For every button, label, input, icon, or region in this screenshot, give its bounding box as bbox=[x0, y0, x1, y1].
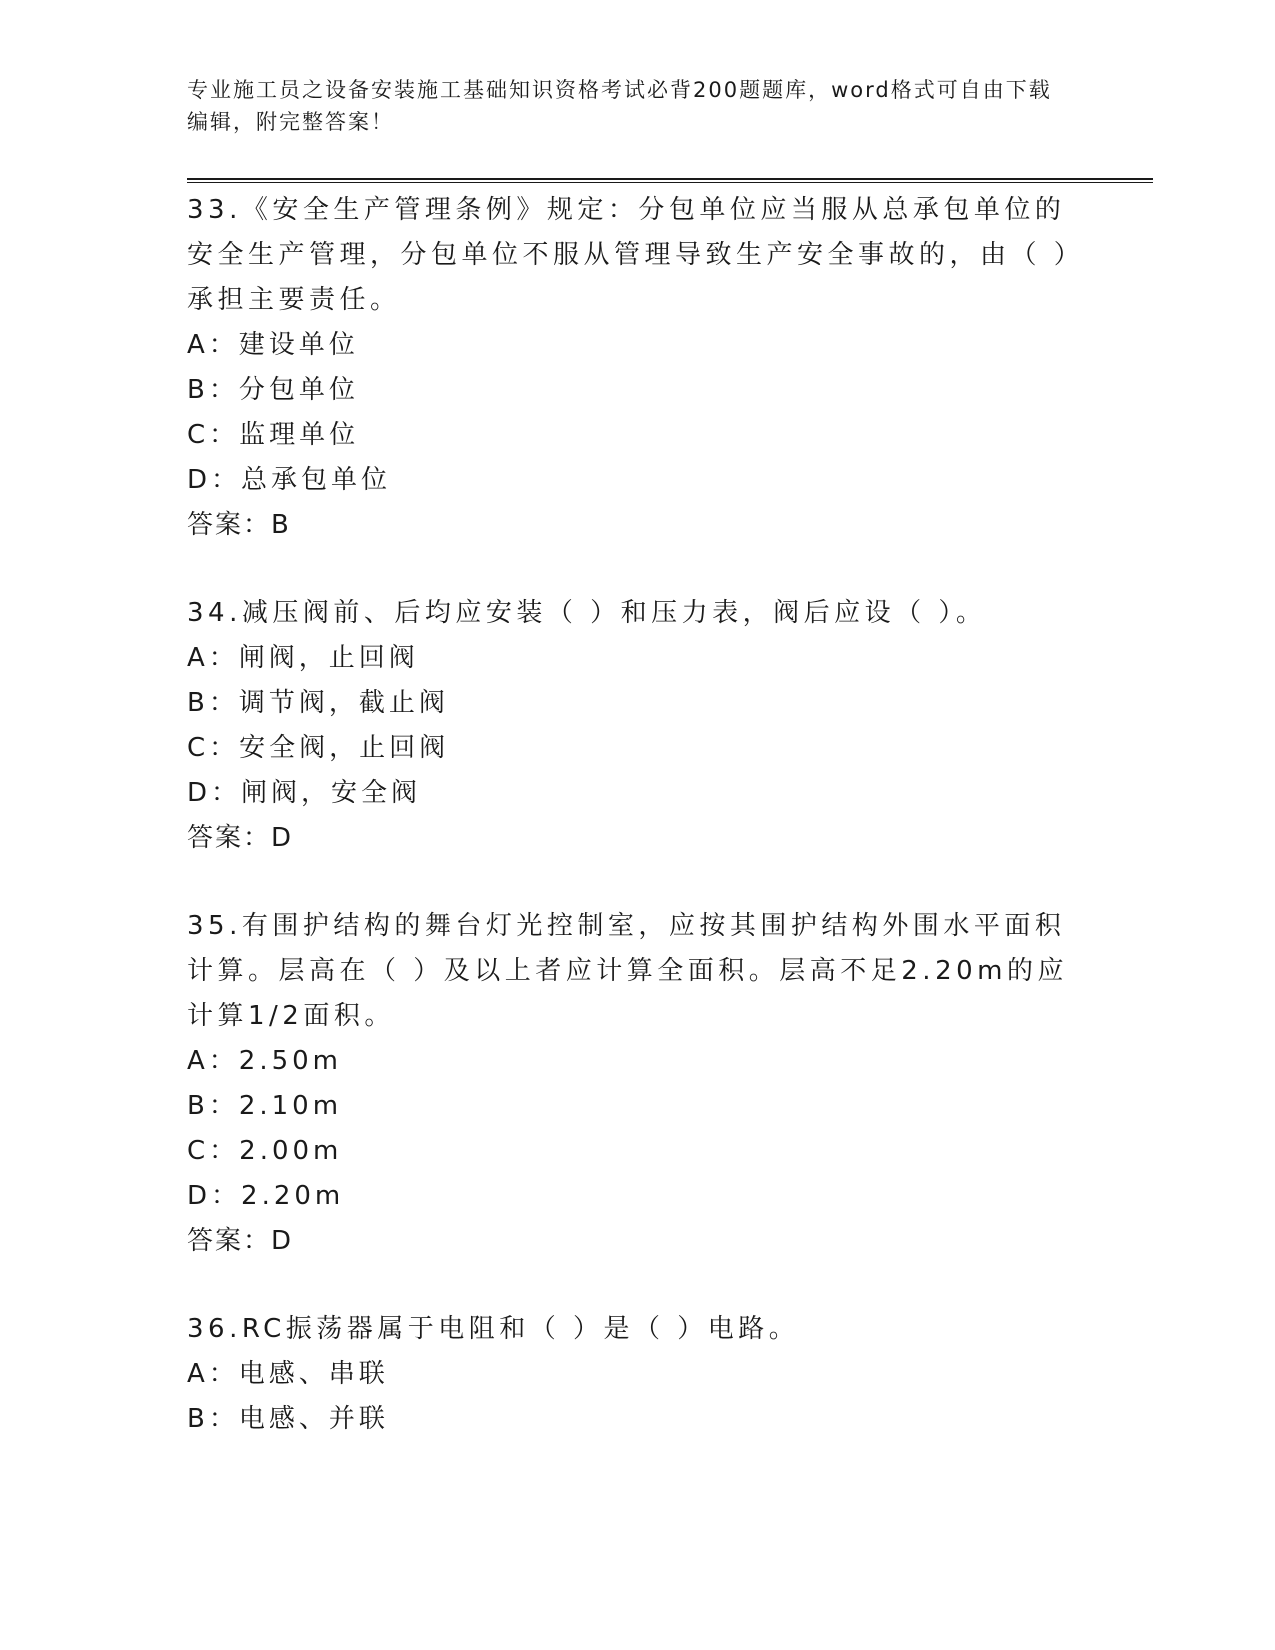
option-b: B：调节阀，截止阀 bbox=[187, 688, 449, 718]
option-a: A：建设单位 bbox=[187, 330, 359, 360]
option-d: D：2.20m bbox=[187, 1181, 345, 1211]
option-c: C：2.00m bbox=[187, 1136, 343, 1166]
option-a: A：2.50m bbox=[187, 1046, 343, 1076]
question-spacer bbox=[187, 548, 1087, 591]
answer-line bbox=[187, 816, 1087, 861]
answer-value: D bbox=[271, 823, 294, 853]
question-spacer bbox=[187, 861, 1087, 904]
question-33 bbox=[187, 188, 1087, 548]
answer-value: B bbox=[271, 510, 291, 540]
option-c: C：安全阀，止回阀 bbox=[187, 733, 450, 763]
question-35 bbox=[187, 904, 1087, 1264]
option-c: C：监理单位 bbox=[187, 420, 360, 450]
header-divider-thin bbox=[187, 182, 1153, 183]
question-text: 34.减压阀前、后均应安装（ ）和压力表，阀后应设（ ）。 bbox=[187, 598, 987, 628]
answer-line bbox=[187, 503, 1087, 548]
question-34 bbox=[187, 591, 1087, 861]
question-spacer bbox=[187, 1264, 1087, 1307]
option-d: D：总承包单位 bbox=[187, 465, 392, 495]
question-text: 36.RC振荡器属于电阻和（ ）是（ ）电路。 bbox=[187, 1314, 800, 1344]
option-d: D：闸阀，安全阀 bbox=[187, 778, 422, 808]
option-a: A：闸阀，止回阀 bbox=[187, 643, 419, 673]
header-divider-thick bbox=[187, 178, 1153, 180]
option-b: B：分包单位 bbox=[187, 375, 359, 405]
answer-value: D bbox=[271, 1226, 294, 1256]
answer-line bbox=[187, 1219, 1087, 1264]
question-36 bbox=[187, 1307, 1087, 1442]
question-text: 35.有围护结构的舞台灯光控制室，应按其围护结构外围水平面积计算。层高在（ ）及以上者应计算全面积。层高不足2.20m的应计算1/2面积。 bbox=[187, 911, 1068, 1031]
answer-label: 答案： bbox=[187, 1226, 272, 1256]
answer-label: 答案： bbox=[187, 823, 272, 853]
option-a: A：电感、串联 bbox=[187, 1359, 389, 1389]
question-list bbox=[187, 188, 1087, 1442]
option-b: B：电感、并联 bbox=[187, 1404, 389, 1434]
answer-label: 答案： bbox=[187, 510, 272, 540]
option-b: B：2.10m bbox=[187, 1091, 343, 1121]
document-header: 专业施工员之设备安装施工基础知识资格考试必背200题题库，word格式可自由下载编辑，附完整答案！ bbox=[187, 78, 1052, 134]
question-text: 33.《安全生产管理条例》规定：分包单位应当服从总承包单位的安全生产管理，分包单位不服从管理导致生产安全事故的，由（ ）承担主要责任。 bbox=[187, 195, 1085, 315]
